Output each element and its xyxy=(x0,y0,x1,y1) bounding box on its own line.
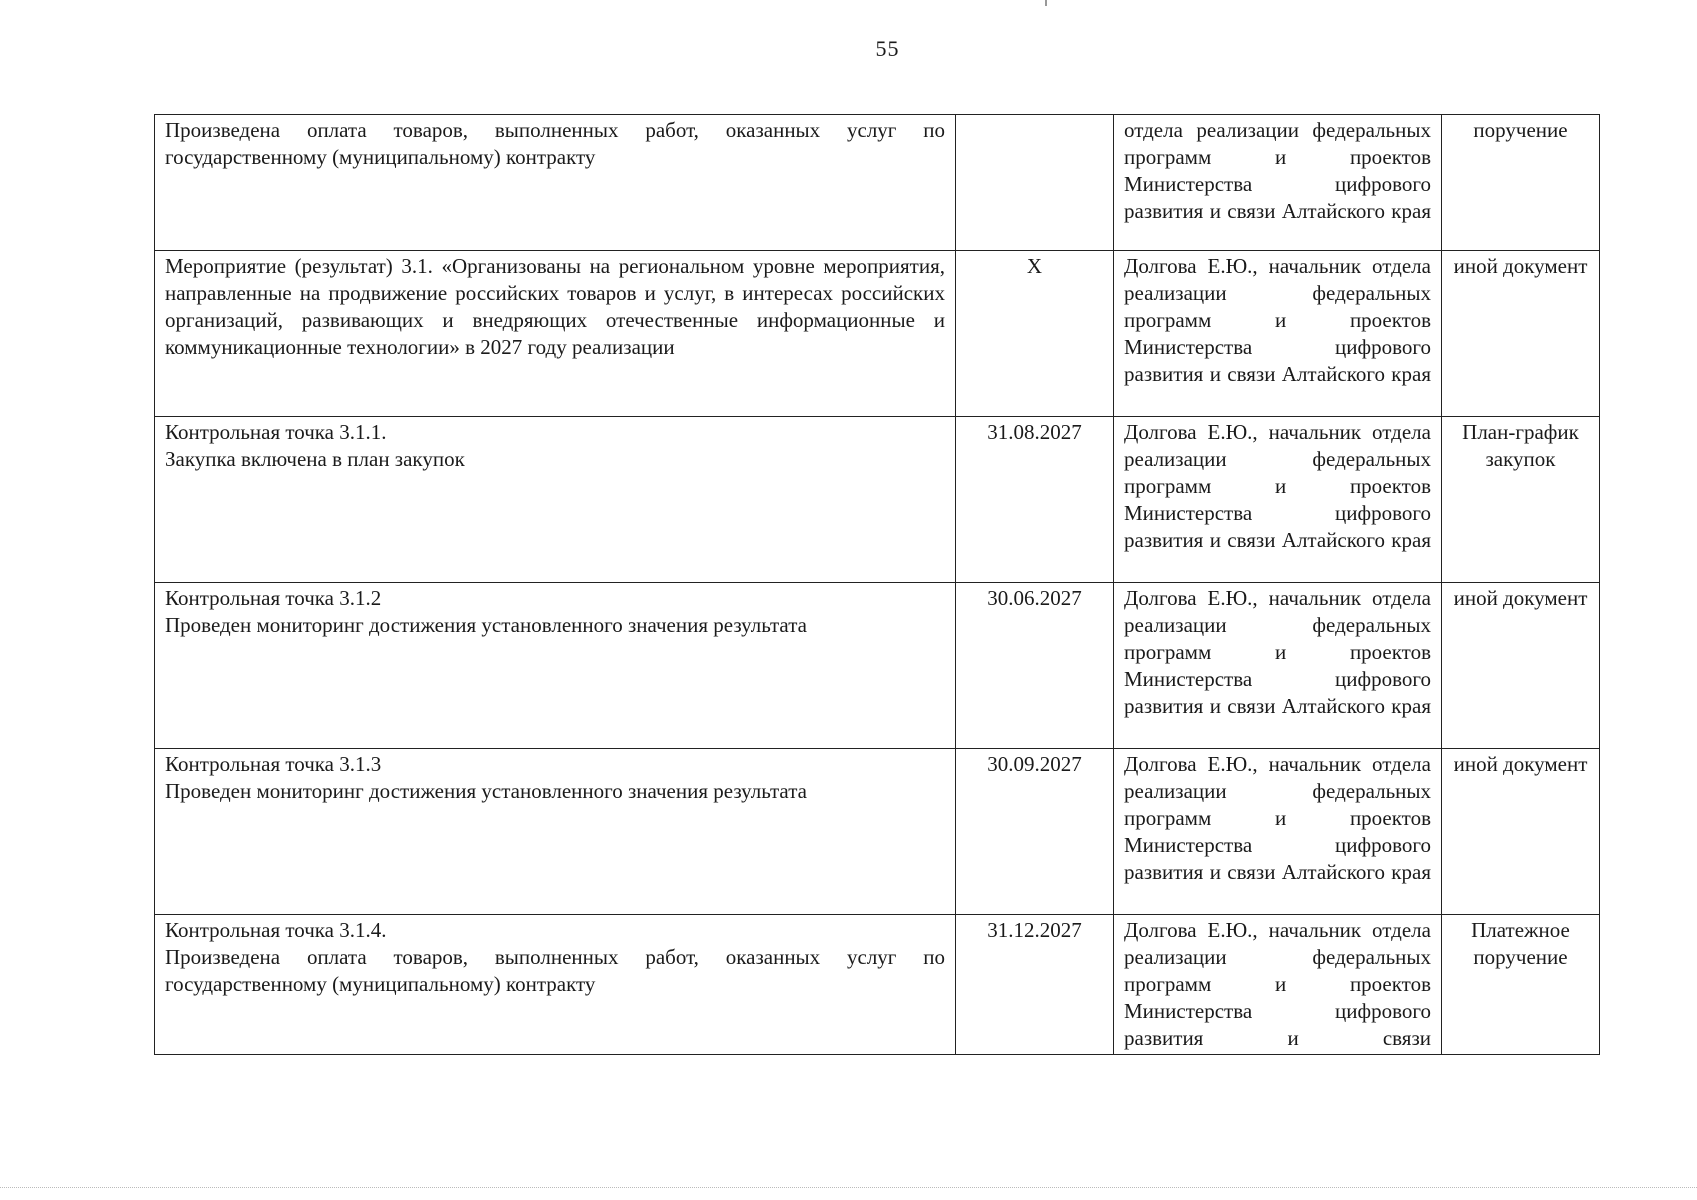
scan-edge-line xyxy=(0,1187,1697,1188)
date-cell: 31.12.2027 xyxy=(956,915,1114,1055)
date-cell: 30.06.2027 xyxy=(956,583,1114,749)
responsible-cell: Долгова Е.Ю., начальник отдела реализации федеральных программ и проектов Министерства цифрового развития и связи Алтайского края xyxy=(1114,417,1442,583)
table-row xyxy=(155,417,1600,583)
checkpoint-title: Контрольная точка 3.1.3 xyxy=(165,752,382,776)
responsible-cell: Долгова Е.Ю., начальник отдела реализации федеральных программ и проектов Министерства цифрового развития и связи Алтайского края xyxy=(1114,583,1442,749)
table-row xyxy=(155,251,1600,417)
page-number: 55 xyxy=(875,36,900,61)
description-text: Произведена оплата товаров, выполненных работ, оказанных услуг по государственному (муниципальному) контракту xyxy=(165,118,945,169)
document-cell: иной документ xyxy=(1442,749,1600,915)
description-text: Произведена оплата товаров, выполненных работ, оказанных услуг по государственному (муниципальному) контракту xyxy=(165,945,945,996)
responsible-cell: Долгова Е.Ю., начальник отдела реализации федеральных программ и проектов Министерства цифрового развития и связи Алтайского края xyxy=(1114,251,1442,417)
description-text: Закупка включена в план закупок xyxy=(165,447,465,471)
document-cell: поручение xyxy=(1442,115,1600,251)
plan-table xyxy=(154,114,1600,1055)
description-cell xyxy=(155,583,956,749)
table-row xyxy=(155,749,1600,915)
scan-mark xyxy=(1045,0,1047,6)
date-cell: 31.08.2027 xyxy=(956,417,1114,583)
document-cell: План-график закупок xyxy=(1442,417,1600,583)
checkpoint-title: Контрольная точка 3.1.2 xyxy=(165,586,382,610)
table-row xyxy=(155,115,1600,251)
description-text: Проведен мониторинг достижения установленного значения результата xyxy=(165,613,807,637)
table-row xyxy=(155,915,1600,1055)
table-row xyxy=(155,583,1600,749)
date-cell: X xyxy=(956,251,1114,417)
checkpoint-title: Контрольная точка 3.1.1. xyxy=(165,420,387,444)
document-cell: иной документ xyxy=(1442,251,1600,417)
description-cell xyxy=(155,417,956,583)
document-cell: иной документ xyxy=(1442,583,1600,749)
responsible-cell: отдела реализации федеральных программ и проектов Министерства цифрового развития и связи Алтайского края xyxy=(1114,115,1442,251)
date-cell xyxy=(956,115,1114,251)
checkpoint-title: Контрольная точка 3.1.4. xyxy=(165,918,387,942)
responsible-cell: Долгова Е.Ю., начальник отдела реализации федеральных программ и проектов Министерства цифрового развития и связи Алтайского края xyxy=(1114,749,1442,915)
description-text: Проведен мониторинг достижения установленного значения результата xyxy=(165,779,807,803)
description-cell xyxy=(155,251,956,417)
description-cell xyxy=(155,749,956,915)
description-text: Мероприятие (результат) 3.1. «Организованы на региональном уровне мероприятия, направленные на продвижение российских товаров и услуг, в интересах российских организаций, развивающих и внедряющих отечественные информационные и коммуникационные технологии» в 2027 году реализации xyxy=(165,254,945,359)
date-cell: 30.09.2027 xyxy=(956,749,1114,915)
document-cell: Платежное поручение xyxy=(1442,915,1600,1055)
responsible-cell: Долгова Е.Ю., начальник отдела реализации федеральных программ и проектов Министерства цифрового развития и связи xyxy=(1114,915,1442,1055)
description-cell xyxy=(155,115,956,251)
description-cell xyxy=(155,915,956,1055)
